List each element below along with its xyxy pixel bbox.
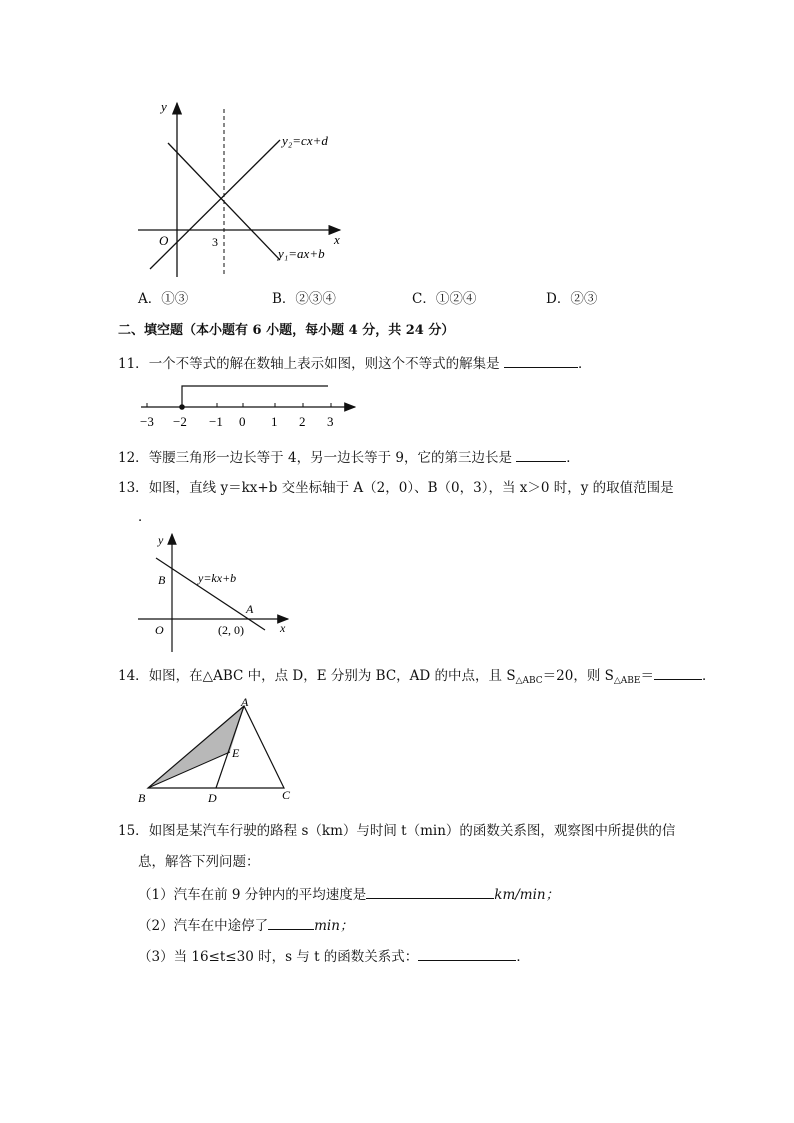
y-axis-label: y [158,533,164,547]
question-number: 15． [118,823,149,839]
answer-blank[interactable] [418,947,516,961]
question-number: 12． [118,450,149,466]
point-coord-label: (2, 0) [218,623,244,637]
q14-question [118,666,716,690]
question-number: 13． [118,480,149,496]
q15-part3 [138,947,530,966]
q15-part2 [138,916,353,935]
answer-blank[interactable] [504,354,578,368]
part-unit: km/min； [494,887,560,903]
option-b[interactable] [272,290,336,308]
question-text: 如图是某汽车行驶的路程 s（km）与时间 t（min）的函数关系图，观察图中所提供的信 [148,823,676,839]
solution-bracket [182,386,328,407]
q11-question [118,354,591,373]
option-text: ①③ [161,291,189,307]
q12-question [118,448,580,467]
origin-label: O [155,623,164,637]
vertex-a-label: A [241,696,249,709]
point-b-label: B [158,573,166,587]
subscript-abc: △ABC [515,676,543,686]
y-axis-label: y [161,99,167,114]
option-a[interactable] [138,290,188,308]
question-number: 11． [118,356,149,372]
answer-blank[interactable] [516,448,566,462]
x-axis-label: x [334,232,340,247]
option-text: ②③ [570,291,598,307]
tick-label: 2 [299,414,306,429]
part-text: （3）当 16≤t≤30 时，s 与 t 的函数关系式： [138,949,419,965]
tick-label: 1 [271,414,278,429]
question-text-c: ＝ [640,668,654,684]
q13-figure [130,530,295,655]
point-a-label: A [246,602,254,616]
question-text-b: ＝20，则 S [542,668,614,684]
part-end: ． [516,949,530,965]
tick-label: −3 [140,414,154,429]
tick-label: 3 [327,414,334,429]
answer-blank[interactable] [366,885,494,899]
question-end: ． [566,450,580,466]
question-end: ． [577,356,592,372]
origin-label: O [159,233,169,248]
question-text: 等腰三角形一边长等于 4，另一边长等于 9，它的第三边长是 [148,450,512,466]
tick-label: −1 [209,414,223,429]
q10-figure [130,95,360,280]
q13-continuation: ． [138,509,152,525]
answer-blank[interactable] [654,666,702,680]
answer-blank[interactable] [268,916,314,930]
point-d-label: D [208,791,217,805]
q14-figure [132,696,297,808]
part-text: （2）汽车在中途停了 [138,918,269,934]
q15-question [118,822,675,840]
vertex-b-label: B [138,791,146,805]
option-letter: A． [138,291,162,307]
option-text: ②③④ [295,291,336,307]
point-e-label: E [232,746,240,760]
line-y1-label: y₁=ax+b [278,246,325,261]
line-y2-label: y₂=cx+d [282,133,328,148]
section-heading: 二、填空题（本小题有 6 小题，每小题 4 分，共 24 分） [118,323,455,338]
tick-label: 0 [239,414,246,429]
option-d[interactable] [546,290,597,308]
part-text: （1）汽车在前 9 分钟内的平均速度是 [138,887,367,903]
x-axis-label: x [280,621,286,635]
option-c[interactable] [412,290,476,308]
q15-part1 [138,885,559,904]
question-text: 一个不等式的解在数轴上表示如图，则这个不等式的解集是 [148,356,500,372]
tick-label: −2 [173,414,187,429]
option-letter: B． [272,291,296,307]
option-text: ①②④ [435,291,477,307]
question-end: ． [702,668,716,684]
part-unit: min； [314,918,354,934]
question-text-a: 如图，在△ABC 中，点 D，E 分别为 BC，AD 的中点，且 S [148,668,516,684]
line-label: y=kx+b [198,571,237,585]
tick-3-label: 3 [212,235,218,249]
vertex-c-label: C [282,788,291,802]
solid-point [179,404,185,410]
question-number: 14． [118,668,149,684]
option-letter: C． [412,291,436,307]
q13-question [118,479,674,497]
option-letter: D． [546,291,571,307]
subscript-abe: △ABE [613,676,641,686]
q15-continuation: 息，解答下列问题： [138,854,260,870]
question-text: 如图，直线 y＝kx+b 交坐标轴于 A（2，0）、B（0，3），当 x＞0 时，y 的取值范围是 [148,480,674,496]
line-y2 [150,140,280,269]
q11-number-line [138,380,363,432]
